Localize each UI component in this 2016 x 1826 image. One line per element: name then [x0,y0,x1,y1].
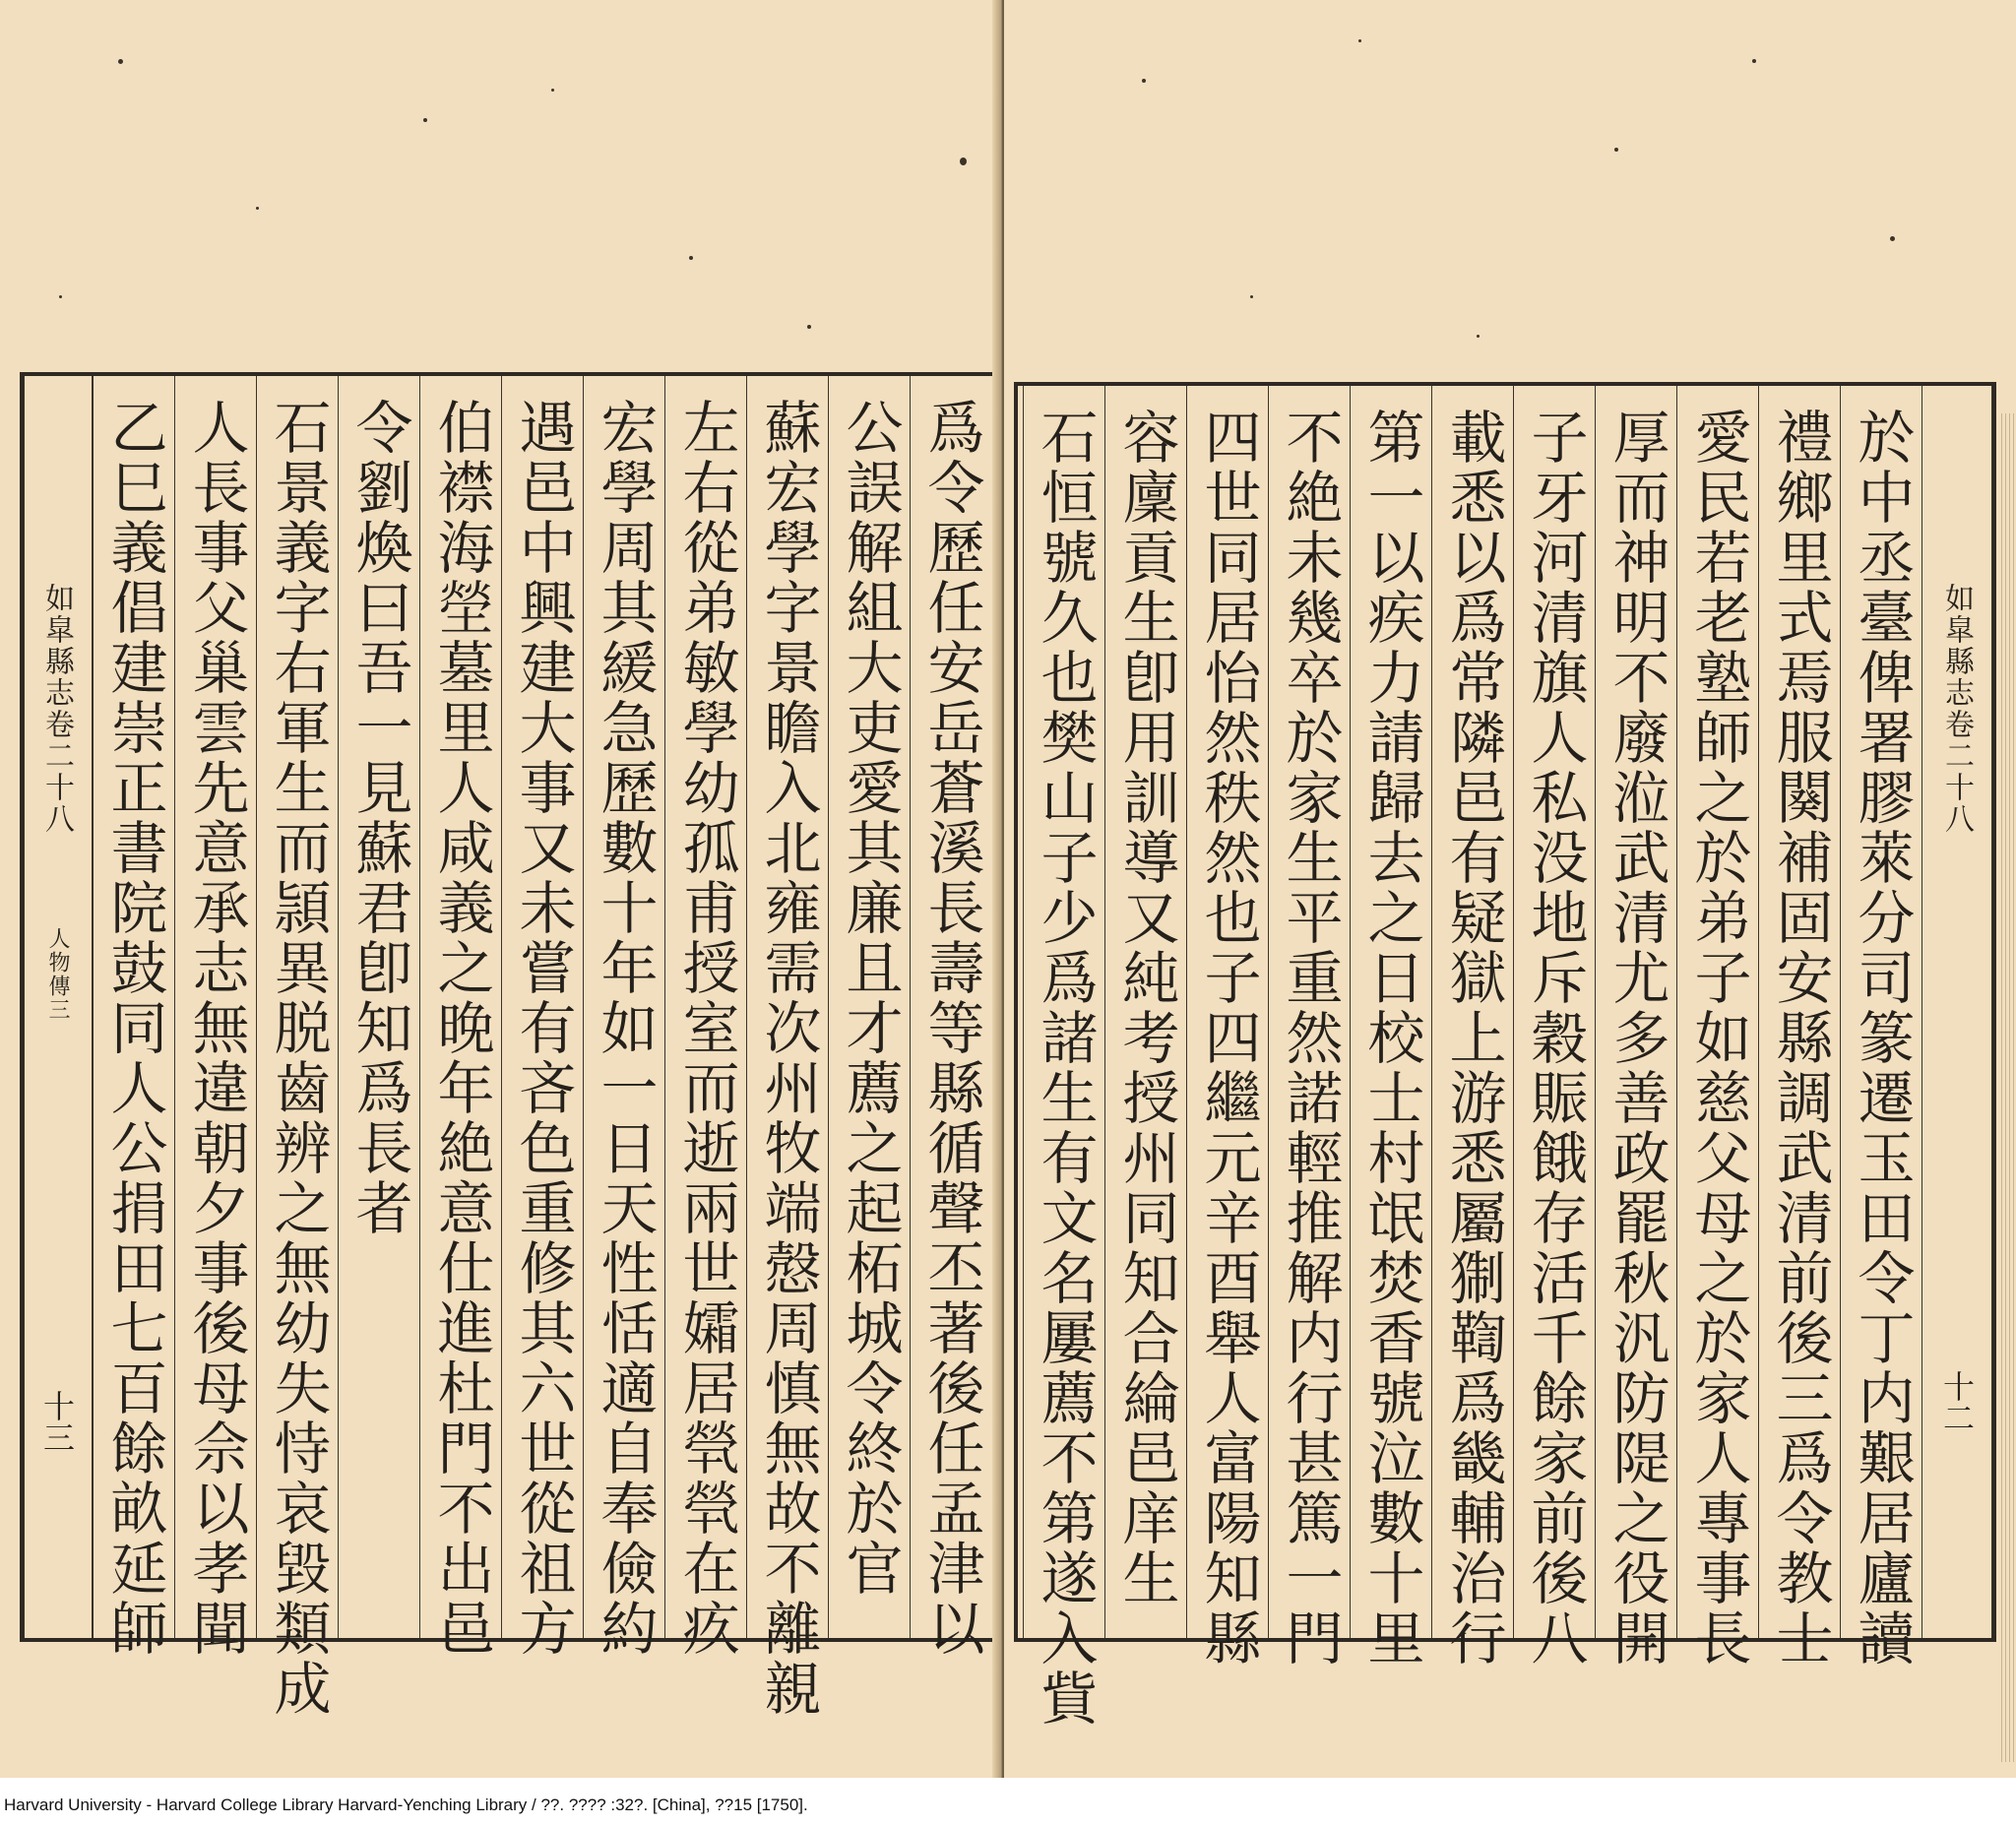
column-text: 人長事父巢雲先意承志無違朝夕事後母佘以孝聞 [182,398,250,1659]
ink-speck [689,256,693,260]
column-text: 令劉煥曰吾一見蘇君卽知爲長者 [346,398,413,1238]
column-text: 於中丞臺俾署膠萊分司篆遷玉田令丁内艱居廬讀 [1848,408,1916,1669]
right-page-folio: 十二 [1938,1370,1976,1433]
ink-speck [1250,295,1253,298]
left-page-margin [24,376,93,1638]
left-page-folio: 十三 [38,1390,76,1453]
text-column [1186,386,1268,1669]
text-column [828,376,910,1638]
text-column [501,376,583,1659]
text-column [419,376,501,1659]
column-text: 不絶未幾卒於家生平重然諾輕推解内行甚篤一門 [1276,408,1344,1669]
ink-speck [59,295,62,298]
left-page-margin-section: 人物傳三 [45,927,70,1022]
text-column [746,376,828,1719]
left-page [0,0,999,1778]
right-page-frame [1014,382,1996,1729]
ink-speck [118,59,123,64]
ink-speck [960,157,967,165]
text-column [1595,386,1676,1669]
column-text: 爲令歷任安岳蒼溪長壽等縣循聲丕著後任孟津以 [917,398,985,1659]
text-column [1840,386,1922,1669]
ink-speck [1477,335,1480,338]
text-column [583,376,664,1659]
text-column [1268,386,1350,1669]
column-text: 厚而神明不廢涖武清尤多善政罷秋汎防隄之役開 [1603,408,1670,1669]
text-column [1350,386,1431,1669]
column-text: 愛民若老塾師之於弟子如慈父母之於家人專事長 [1684,408,1752,1669]
column-text: 公誤解組大吏愛其廉且才薦之起柘城令終於官 [836,398,904,1599]
column-text: 蘇宏學字景瞻入北雍需次州牧端慤周慎無故不離親 [754,398,822,1719]
column-text: 容廩貢生卽用訓導又純考授州同知合綸邑庠生 [1112,408,1180,1608]
text-column [256,376,338,1719]
column-text: 載悉以爲常隣邑有疑獄上游悉屬猘鞫爲畿輔治行 [1439,408,1507,1669]
ink-speck [1358,39,1361,42]
column-text: 伯襟海塋墓里人咸義之晚年絶意仕進杜門不出邑 [427,398,495,1659]
ink-speck [423,118,427,122]
column-text: 第一以疾力請歸去之日校士村氓焚香號泣數十里 [1357,408,1425,1669]
text-column [1758,386,1840,1669]
ink-speck [551,89,554,92]
column-text: 左右從弟敏學幼孤甫授室而逝兩世孀居煢煢在疚 [672,398,740,1659]
page-edges [1998,413,2016,1762]
right-page-margin-title: 如皐縣志卷二十八 [1939,583,1974,835]
text-column [1104,386,1186,1638]
right-page-margin [1922,386,1992,1638]
ink-speck [1142,79,1146,83]
ink-speck [1890,236,1895,241]
left-page-margin-title: 如皐縣志卷二十八 [39,583,74,835]
text-column [1513,386,1595,1669]
column-text: 石恒號久也樊山子少爲諸生有文名屢薦不第遂入貲 [1031,408,1099,1729]
text-column [338,376,419,1638]
left-page-frame [20,372,996,1719]
text-column [664,376,746,1659]
text-column [93,376,174,1659]
ink-speck [1752,59,1756,63]
ink-speck [807,325,811,329]
text-column [910,376,991,1659]
right-page [1004,0,2016,1778]
text-column [174,376,256,1659]
column-text: 禮鄉里式焉服闋補固安縣調武清前後三爲令教士 [1766,408,1834,1669]
column-text: 宏學周其緩急歷數十年如一日天性恬適自奉儉約 [591,398,659,1659]
text-column [1431,386,1513,1669]
column-text: 遇邑中興建大事又未嘗有吝色重修其六世從祖方 [509,398,577,1659]
source-caption: Harvard University - Harvard College Library Harvard-Yenching Library / ??. ???? :32?. [China], ??15 [1750]. [4,1795,808,1814]
column-text: 四世同居怡然秩然也子四繼元辛酉舉人富陽知縣 [1194,408,1262,1669]
column-text: 乙巳義倡建崇正書院鼓同人公捐田七百餘畝延師 [100,398,168,1659]
right-page-columns [1018,386,1992,1729]
text-column [1023,386,1104,1729]
ink-speck [1614,148,1618,152]
column-text: 子牙河清旗人私没地斥穀賑餓存活千餘家前後八 [1521,408,1589,1669]
text-column [1676,386,1758,1669]
ink-speck [256,207,259,210]
column-text: 石景義字右軍生而頴異脱齒辨之無幼失恃哀毀類成 [264,398,332,1719]
left-page-columns [24,376,992,1719]
